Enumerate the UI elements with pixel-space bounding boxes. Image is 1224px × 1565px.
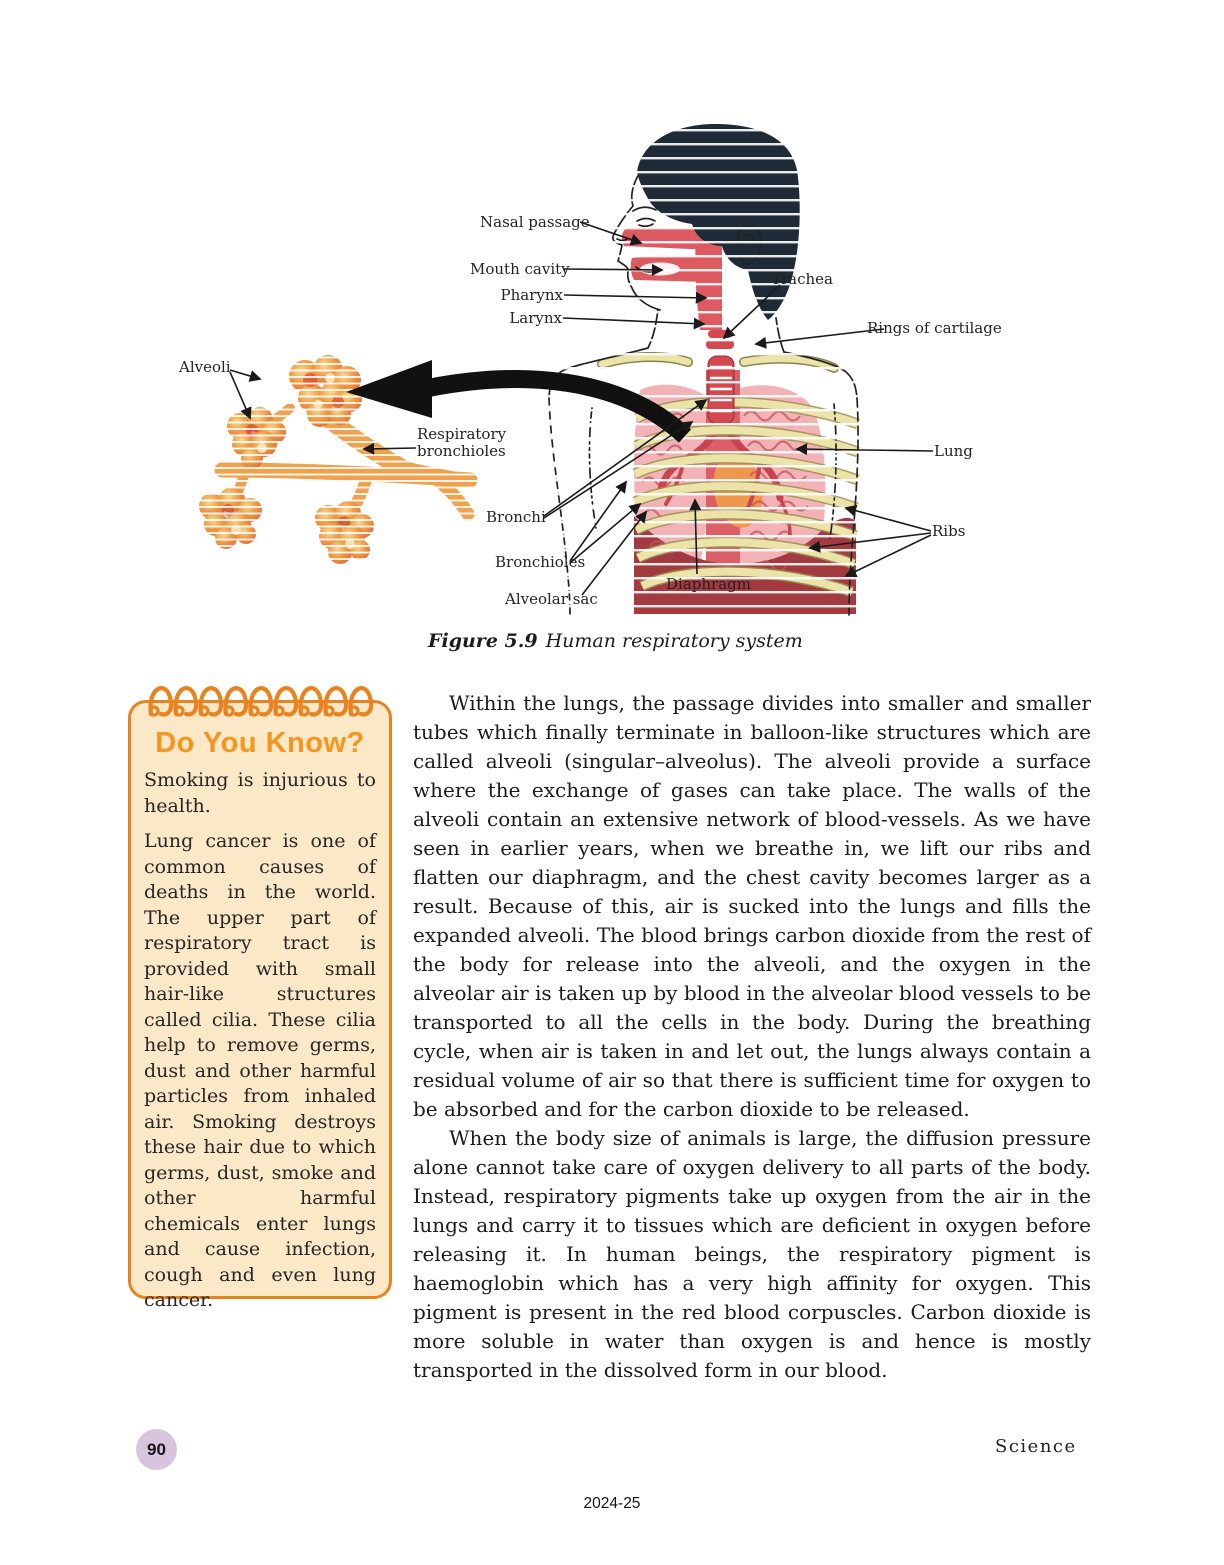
footer-subject: Science [995, 1436, 1077, 1457]
respiratory-diagram [140, 118, 1030, 618]
figure-caption-text: Human respiratory system [545, 630, 803, 652]
figure-label-alveolar-sac: Alveolar sac [505, 590, 598, 608]
do-you-know-box [128, 700, 392, 1311]
scan-stripes-body [540, 118, 870, 618]
do-you-know-paragraph-2: Lung cancer is one of common causes of deaths in the world. The upper part of respiratory tract is provided with small hair-like structures called cilia. These cilia help to remove germs, dust and other harmful particles from inhaled air. Smoking destroys these hair due to which germs, dust, smoke and other harmful chemicals enter lungs and cause infection, cough and even lung cancer. [144, 830, 376, 1311]
figure-label-nasal-passage: Nasal passage [480, 213, 590, 231]
figure-label-diaphragm: Diaphragm [666, 575, 751, 593]
figure-label-ribs: Ribs [932, 522, 966, 540]
figure-label-bronchioles: Bronchioles [495, 553, 586, 571]
footer-edition: 2024-25 [583, 1495, 641, 1512]
do-you-know-title: Do You Know? [155, 727, 365, 759]
do-you-know-paragraph-1: Smoking is injurious to health. [144, 769, 376, 817]
body-paragraph-1: Within the lungs, the passage divides into smaller and smaller tubes which finally terminate in balloon-like structures which are called alveoli (singular–alveolus). The alveoli provide a surface where the exchange of gases can take place. The walls of the alveoli contain an extensive network of blood-vessels. As we have seen in earlier years, when we breathe in, we lift our ribs and flatten our diaphragm, and the chest cavity becomes larger as a result. Because of this, air is sucked into the lungs and fills the expanded alveoli. The blood brings carbon dioxide from the rest of the body for release into the alveoli, and the oxygen in the alveolar air is taken up by blood in the alveolar blood vessels to be transported to all the cells in the body. During the breathing cycle, when air is taken in and let out, the lungs always contain a residual volume of air so that there is sufficient time for oxygen to be absorbed and for the carbon dioxide to be released. [413, 691, 1091, 1121]
figure-caption-number: Figure 5.9 [428, 630, 538, 652]
figure-label-pharynx: Pharynx [500, 286, 563, 304]
figure-respiratory-system [140, 118, 1030, 618]
figure-label-trachea: Trachea [771, 270, 833, 288]
figure-label-rings-of-cartilage: Rings of cartilage [867, 319, 1002, 337]
figure-label-alveoli: Alveoli [179, 358, 231, 376]
figure-caption [428, 630, 803, 652]
figure-label-bronchi: Bronchi [486, 508, 546, 526]
figure-label-larynx: Larynx [509, 309, 562, 327]
page-number-badge: 90 [136, 1429, 177, 1470]
figure-label-mouth-cavity: Mouth cavity [470, 260, 570, 278]
figure-label-respiratory-bronchioles: Respiratory bronchioles [417, 425, 507, 460]
body-paragraph-2: When the body size of animals is large, the diffusion pressure alone cannot take care of oxygen delivery to all parts of the body. Instead, respiratory pigments take up oxygen from the air in the lungs and carry it to tissues which are deficient in oxygen before releasing it. In human beings, the respiratory pigment is haemoglobin which has a very high affinity for oxygen. This pigment is present in the red blood corpuscles. Carbon dioxide is more soluble in water than oxygen is and hence is mostly transported in the dissolved form in our blood. [413, 1126, 1091, 1382]
spiral-binding [139, 673, 385, 719]
body-text-column [413, 689, 1091, 1385]
figure-label-lung: Lung [934, 442, 973, 460]
